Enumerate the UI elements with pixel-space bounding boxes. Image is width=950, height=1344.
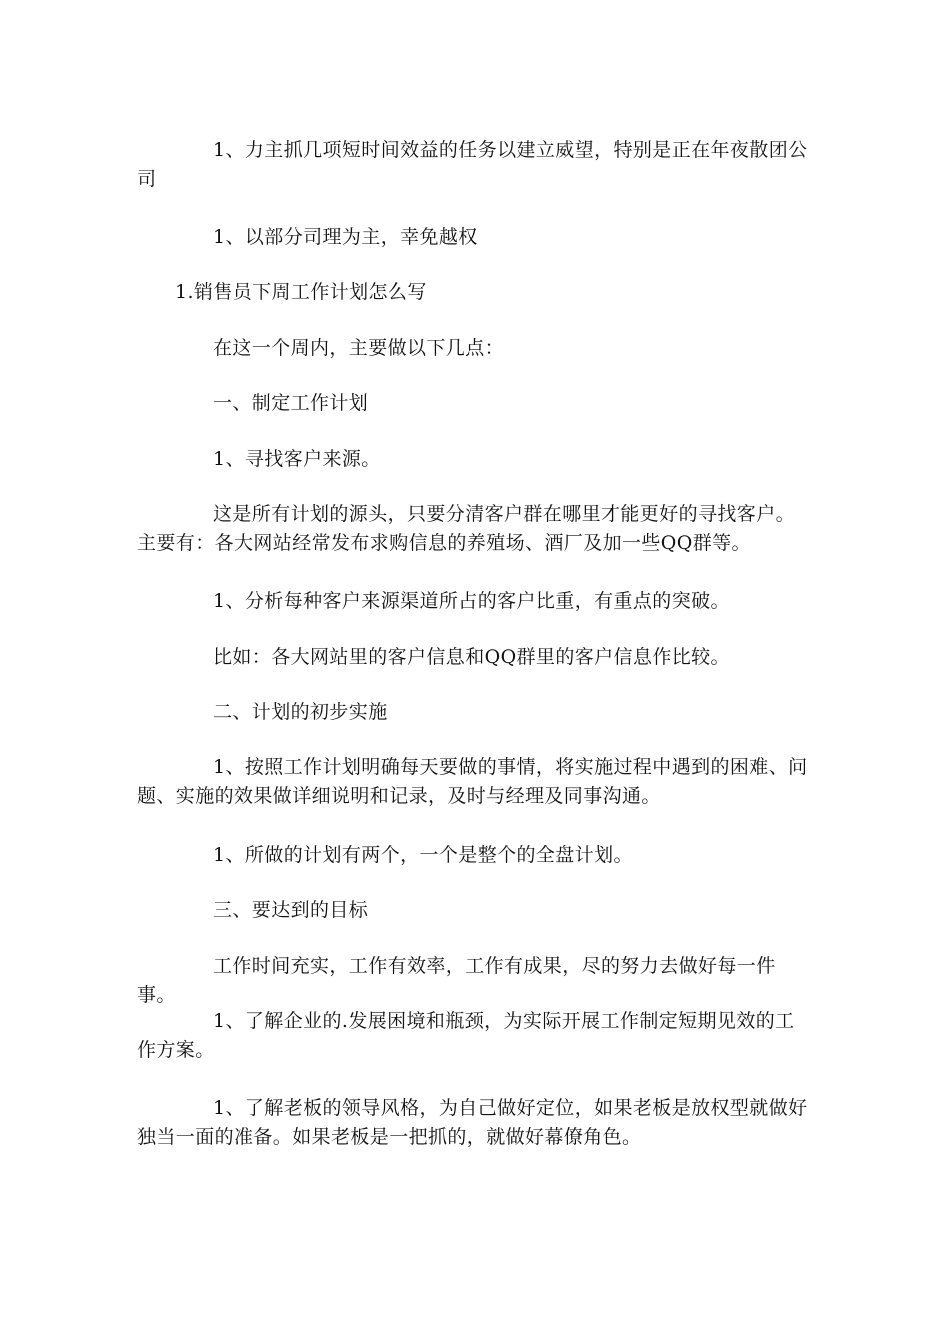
paragraph-understand-company: 1、了解企业的.发展困境和瓶颈，为实际开展工作制定短期见效的工作方案。 xyxy=(137,1010,795,1061)
paragraph-find-customers: 1、寻找客户来源。 xyxy=(213,448,381,470)
paragraph-task-authority: 1、力主抓几项短时间效益的任务以建立威望，特别是正在年夜散团公司 xyxy=(137,139,808,190)
heading-initial-implementation: 二、计划的初步实施 xyxy=(213,701,388,723)
paragraph-avoid-overstep: 1、以部分司理为主，幸免越权 xyxy=(213,226,478,248)
section-heading-weekly-plan: 1.销售员下周工作计划怎么写 xyxy=(175,281,427,303)
paragraph-understand-boss: 1、了解老板的领导风格，为自己做好定位，如果老板是放权型就做好独当一面的准备。如果老板是一把抓的，就做好幕僚角色。 xyxy=(137,1097,808,1148)
paragraph-example: 比如：各大网站里的客户信息和QQ群里的客户信息作比较。 xyxy=(213,646,730,668)
paragraph-analyze-channels: 1、分析每种客户来源渠道所占的客户比重，有重点的突破。 xyxy=(213,590,730,612)
heading-make-plan: 一、制定工作计划 xyxy=(213,392,369,414)
paragraph-work-efficiency: 工作时间充实，工作有效率，工作有成果，尽的努力去做好每一件事。 xyxy=(137,955,776,1006)
paragraph-intro: 在这一个周内，主要做以下几点： xyxy=(213,337,505,359)
paragraph-two-plans: 1、所做的计划有两个，一个是整个的全盘计划。 xyxy=(213,844,633,866)
heading-goals: 三、要达到的目标 xyxy=(213,899,369,921)
paragraph-daily-tasks: 1、按照工作计划明确每天要做的事情，将实施过程中遇到的困难、问题、实施的效果做详细说明和记录，及时与经理及同事沟通。 xyxy=(137,756,808,807)
paragraph-customer-source: 这是所有计划的源头，只要分清客户群在哪里才能更好的寻找客户。主要有：各大网站经常发布求购信息的养殖场、酒厂及加一些QQ群等。 xyxy=(137,503,796,554)
